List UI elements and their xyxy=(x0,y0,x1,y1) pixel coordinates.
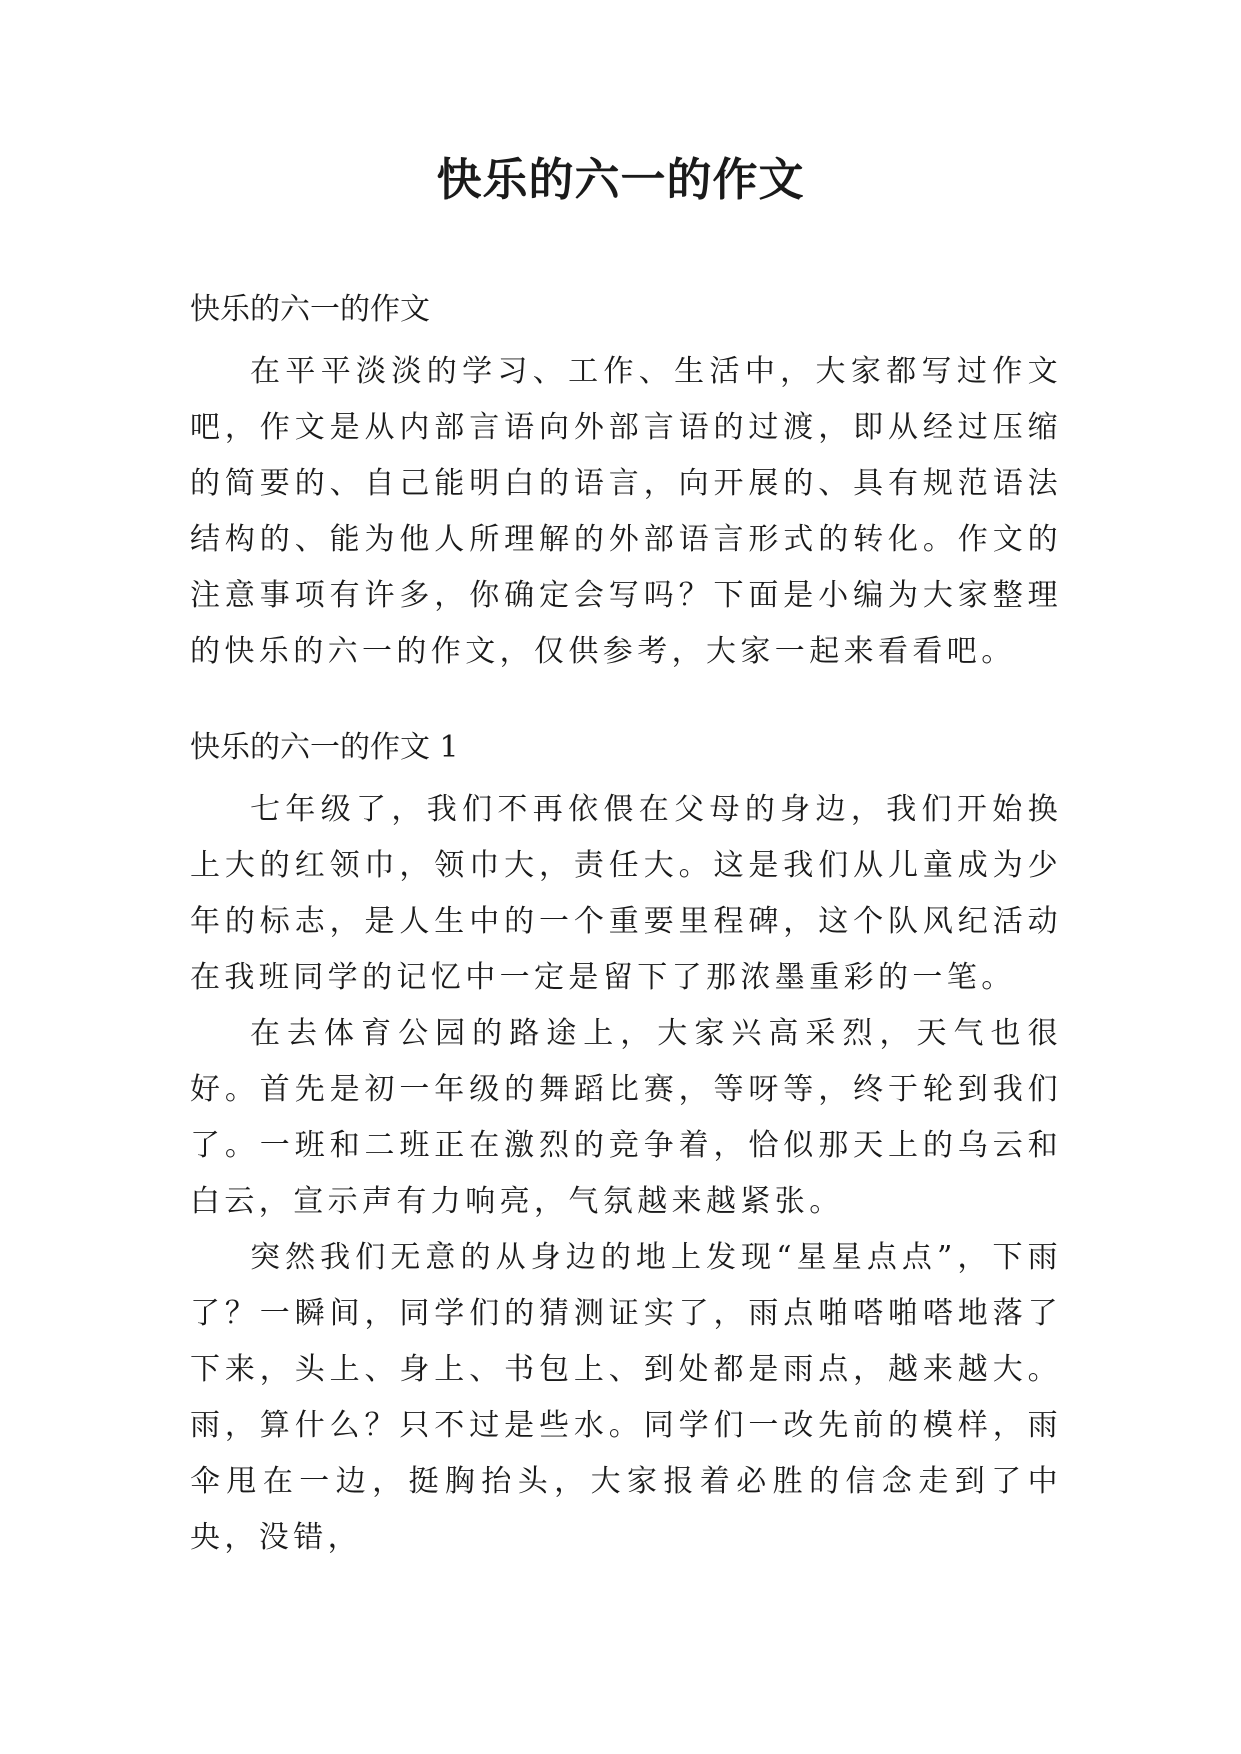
essay1-paragraph-1: 七年级了，我们不再依偎在父母的身边，我们开始换上大的红领巾，领巾大，责任大。这是我们从儿童成为少年的标志，是人生中的一个重要里程碑，这个队风纪活动在我班同学的记忆中一定是留下了那浓墨重彩的一笔。 xyxy=(190,792,1062,995)
document-title: 快乐的六一的作文 xyxy=(436,153,805,206)
intro-heading: 快乐的六一的作文 xyxy=(190,292,430,327)
intro-paragraph: 在平平淡淡的学习、工作、生活中，大家都写过作文吧，作文是从内部言语向外部言语的过渡，即从经过压缩的简要的、自己能明白的语言，向开展的、具有规范语法结构的、能为他人所理解的外部语言形式的转化。作文的注意事项有许多，你确定会写吗？下面是小编为大家整理的快乐的六一的作文，仅供参考，大家一起来看看吧。 xyxy=(190,354,1062,669)
document-body xyxy=(190,290,1062,1566)
essay1-paragraph-2: 在去体育公园的路途上，大家兴高采烈，天气也很好。首先是初一年级的舞蹈比赛，等呀等，终于轮到我们了。一班和二班正在激烈的竞争着，恰似那天上的乌云和白云，宣示声有力响亮，气氛越来越紧张。 xyxy=(190,1016,1062,1219)
essay1-paragraph-3: 突然我们无意的从身边的地上发现“星星点点”，下雨了？一瞬间，同学们的猜测证实了，雨点啪嗒啪嗒地落了下来，头上、身上、书包上、到处都是雨点，越来越大。雨，算什么？只不过是些水。同学们一改先前的模样，雨伞甩在一边，挺胸抬头，大家报着必胜的信念走到了中央，没错， xyxy=(190,1240,1062,1555)
essay1-heading: 快乐的六一的作文 1 xyxy=(190,730,459,765)
